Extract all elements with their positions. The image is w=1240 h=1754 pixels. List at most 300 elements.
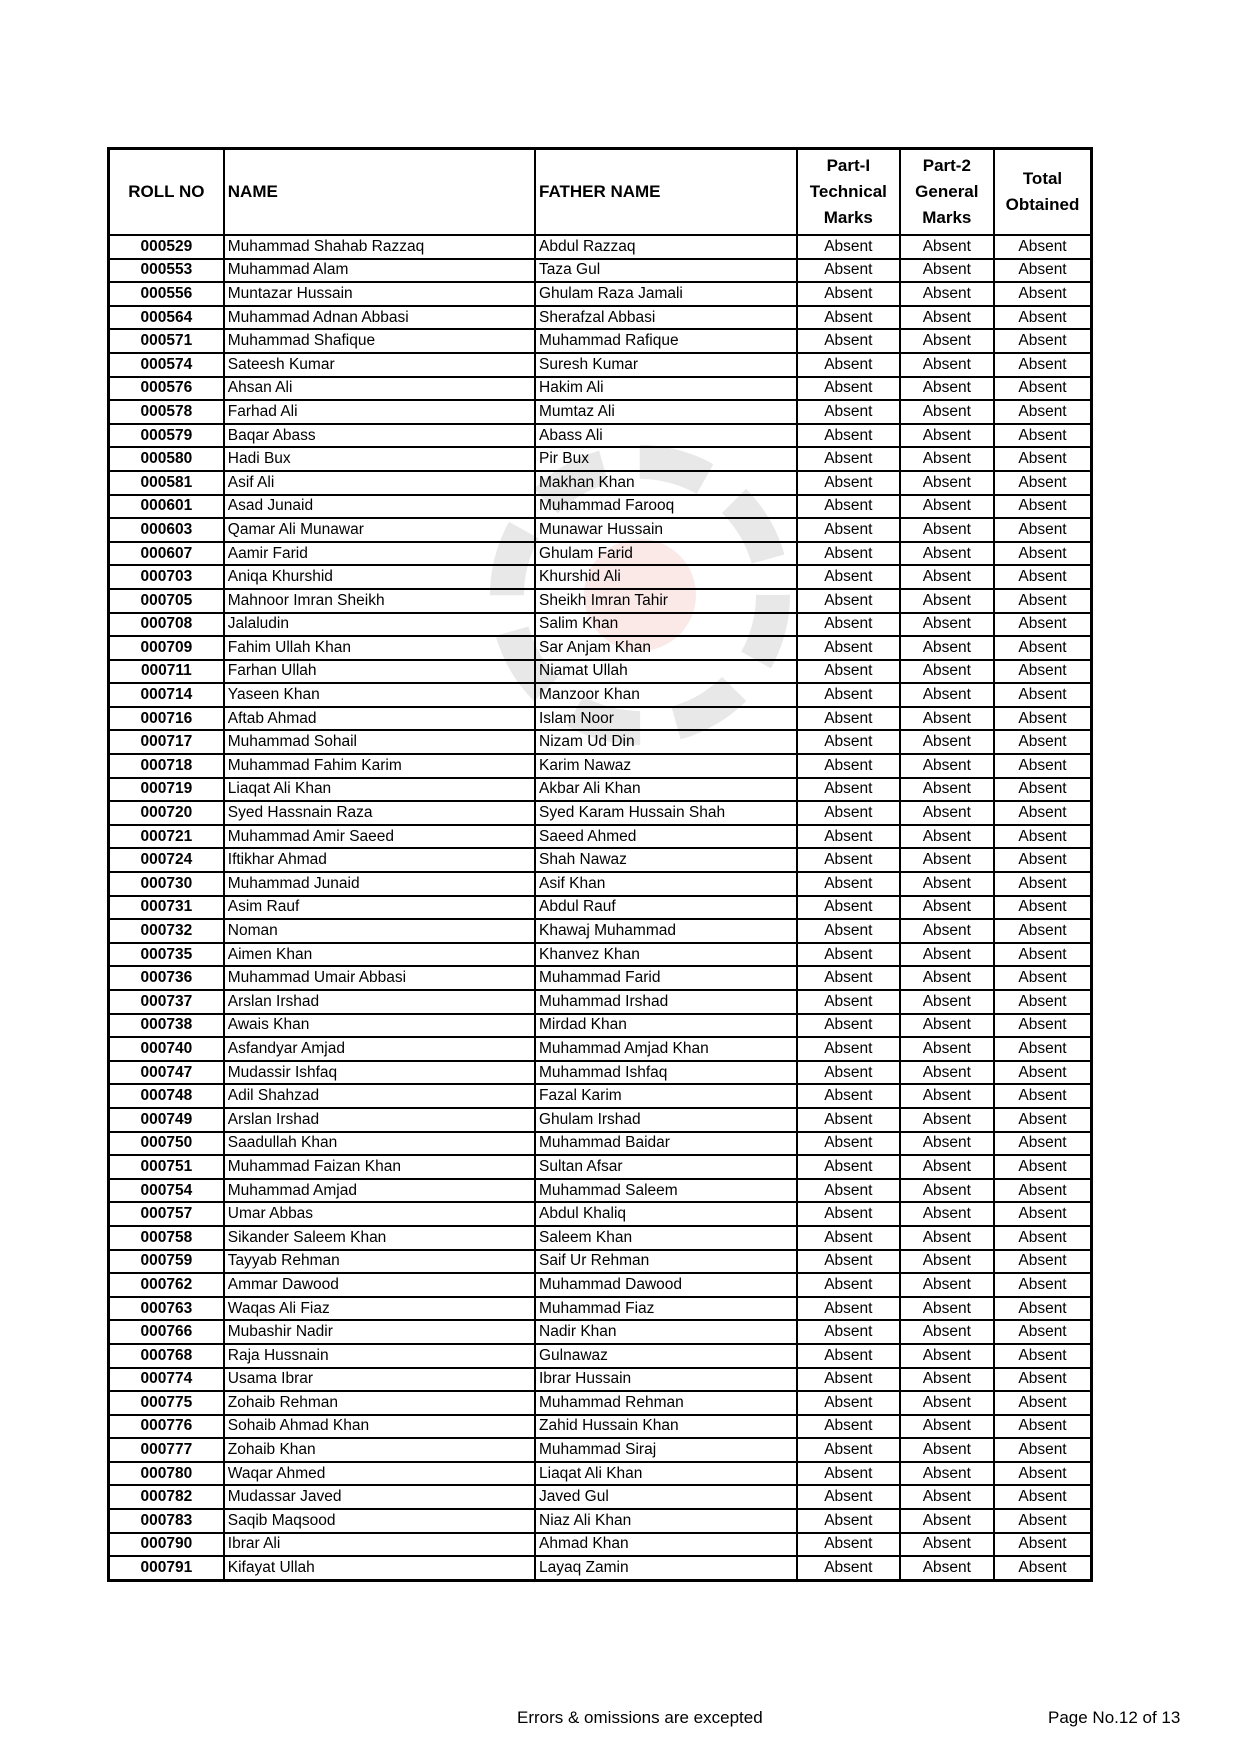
cell-father-name: Niamat Ullah (535, 660, 797, 684)
cell-roll-no: 000718 (109, 754, 224, 778)
cell-total-obtained: Absent (994, 1320, 1092, 1344)
cell-part1-marks: Absent (797, 778, 900, 802)
cell-roll-no: 000783 (109, 1509, 224, 1533)
cell-part2-marks: Absent (900, 848, 994, 872)
cell-part1-marks: Absent (797, 754, 900, 778)
cell-part2-marks: Absent (900, 801, 994, 825)
cell-part2-marks: Absent (900, 730, 994, 754)
cell-name: Noman (224, 919, 535, 943)
cell-name: Sohaib Ahmad Khan (224, 1415, 535, 1439)
cell-part2-marks: Absent (900, 919, 994, 943)
cell-name: Zohaib Rehman (224, 1391, 535, 1415)
cell-roll-no: 000775 (109, 1391, 224, 1415)
table-header-row (109, 149, 1092, 236)
cell-part1-marks: Absent (797, 1462, 900, 1486)
cell-part2-marks: Absent (900, 1320, 994, 1344)
table-row (109, 1344, 1092, 1368)
table-row (109, 1155, 1092, 1179)
cell-part1-marks: Absent (797, 377, 900, 401)
table-row (109, 1462, 1092, 1486)
table-row (109, 1132, 1092, 1156)
table-row (109, 730, 1092, 754)
cell-name: Iftikhar Ahmad (224, 848, 535, 872)
cell-father-name: Khurshid Ali (535, 565, 797, 589)
table-row (109, 1250, 1092, 1274)
cell-part2-marks: Absent (900, 329, 994, 353)
cell-name: Tayyab Rehman (224, 1250, 535, 1274)
cell-total-obtained: Absent (994, 1344, 1092, 1368)
cell-part1-marks: Absent (797, 1509, 900, 1533)
cell-roll-no: 000762 (109, 1273, 224, 1297)
header-total-obtained (994, 149, 1092, 236)
cell-father-name: Sheikh Imran Tahir (535, 589, 797, 613)
cell-roll-no: 000576 (109, 377, 224, 401)
table-row (109, 235, 1092, 259)
table-row (109, 282, 1092, 306)
header-line: Marks (922, 208, 972, 227)
cell-father-name: Ghulam Irshad (535, 1108, 797, 1132)
cell-father-name: Salim Khan (535, 613, 797, 637)
cell-roll-no: 000776 (109, 1415, 224, 1439)
cell-name: Qamar Ali Munawar (224, 518, 535, 542)
table-row (109, 1368, 1092, 1392)
cell-name: Mahnoor Imran Sheikh (224, 589, 535, 613)
cell-part1-marks: Absent (797, 447, 900, 471)
cell-name: Asad Junaid (224, 495, 535, 519)
cell-roll-no: 000763 (109, 1297, 224, 1321)
cell-part2-marks: Absent (900, 542, 994, 566)
cell-part1-marks: Absent (797, 636, 900, 660)
cell-father-name: Akbar Ali Khan (535, 778, 797, 802)
cell-father-name: Khanvez Khan (535, 943, 797, 967)
cell-roll-no: 000731 (109, 896, 224, 920)
results-table (107, 147, 1093, 1582)
cell-part2-marks: Absent (900, 565, 994, 589)
cell-part2-marks: Absent (900, 259, 994, 283)
cell-part1-marks: Absent (797, 1037, 900, 1061)
cell-total-obtained: Absent (994, 377, 1092, 401)
cell-part2-marks: Absent (900, 1108, 994, 1132)
cell-name: Asfandyar Amjad (224, 1037, 535, 1061)
cell-father-name: Muhammad Rehman (535, 1391, 797, 1415)
cell-part2-marks: Absent (900, 424, 994, 448)
cell-part1-marks: Absent (797, 518, 900, 542)
cell-name: Muhammad Amir Saeed (224, 825, 535, 849)
cell-total-obtained: Absent (994, 943, 1092, 967)
cell-name: Aamir Farid (224, 542, 535, 566)
table-row (109, 565, 1092, 589)
cell-name: Muhammad Shahab Razzaq (224, 235, 535, 259)
page-number: Page No.12 of 13 (1048, 1708, 1181, 1727)
table-row (109, 1556, 1092, 1580)
cell-roll-no: 000757 (109, 1202, 224, 1226)
cell-part1-marks: Absent (797, 990, 900, 1014)
cell-part2-marks: Absent (900, 400, 994, 424)
cell-father-name: Sar Anjam Khan (535, 636, 797, 660)
cell-total-obtained: Absent (994, 565, 1092, 589)
cell-father-name: Saif Ur Rehman (535, 1250, 797, 1274)
cell-name: Umar Abbas (224, 1202, 535, 1226)
cell-total-obtained: Absent (994, 1485, 1092, 1509)
cell-part2-marks: Absent (900, 1462, 994, 1486)
cell-roll-no: 000703 (109, 565, 224, 589)
cell-total-obtained: Absent (994, 306, 1092, 330)
table-row (109, 424, 1092, 448)
cell-part2-marks: Absent (900, 1226, 994, 1250)
header-line: General (915, 182, 979, 201)
cell-roll-no: 000751 (109, 1155, 224, 1179)
cell-father-name: Syed Karam Hussain Shah (535, 801, 797, 825)
cell-part1-marks: Absent (797, 1415, 900, 1439)
table-row (109, 1509, 1092, 1533)
cell-part2-marks: Absent (900, 377, 994, 401)
cell-part2-marks: Absent (900, 1438, 994, 1462)
cell-part1-marks: Absent (797, 1202, 900, 1226)
cell-part2-marks: Absent (900, 1084, 994, 1108)
cell-total-obtained: Absent (994, 1179, 1092, 1203)
cell-father-name: Gulnawaz (535, 1344, 797, 1368)
cell-father-name: Abdul Razzaq (535, 235, 797, 259)
cell-part2-marks: Absent (900, 495, 994, 519)
header-line: Part-I (826, 156, 871, 175)
cell-part1-marks: Absent (797, 1438, 900, 1462)
cell-part1-marks: Absent (797, 801, 900, 825)
cell-total-obtained: Absent (994, 872, 1092, 896)
table-row (109, 966, 1092, 990)
cell-total-obtained: Absent (994, 1297, 1092, 1321)
cell-part1-marks: Absent (797, 565, 900, 589)
cell-roll-no: 000716 (109, 707, 224, 731)
cell-roll-no: 000759 (109, 1250, 224, 1274)
cell-father-name: Ghulam Raza Jamali (535, 282, 797, 306)
cell-total-obtained: Absent (994, 1533, 1092, 1557)
cell-name: Muhammad Amjad (224, 1179, 535, 1203)
table-row (109, 683, 1092, 707)
cell-roll-no: 000721 (109, 825, 224, 849)
table-row (109, 1037, 1092, 1061)
cell-name: Muntazar Hussain (224, 282, 535, 306)
header-line: Technical (809, 182, 887, 201)
cell-roll-no: 000719 (109, 778, 224, 802)
cell-father-name: Ibrar Hussain (535, 1368, 797, 1392)
cell-part2-marks: Absent (900, 1485, 994, 1509)
cell-roll-no: 000782 (109, 1485, 224, 1509)
cell-part1-marks: Absent (797, 495, 900, 519)
cell-part2-marks: Absent (900, 1250, 994, 1274)
cell-father-name: Saleem Khan (535, 1226, 797, 1250)
cell-name: Muhammad Junaid (224, 872, 535, 896)
cell-part2-marks: Absent (900, 990, 994, 1014)
cell-total-obtained: Absent (994, 329, 1092, 353)
cell-total-obtained: Absent (994, 1509, 1092, 1533)
cell-part1-marks: Absent (797, 707, 900, 731)
table-row (109, 1391, 1092, 1415)
cell-total-obtained: Absent (994, 1037, 1092, 1061)
table-row (109, 1485, 1092, 1509)
cell-part2-marks: Absent (900, 1415, 994, 1439)
cell-total-obtained: Absent (994, 353, 1092, 377)
table-row (109, 1533, 1092, 1557)
cell-roll-no: 000737 (109, 990, 224, 1014)
cell-part1-marks: Absent (797, 825, 900, 849)
cell-part1-marks: Absent (797, 235, 900, 259)
cell-name: Ammar Dawood (224, 1273, 535, 1297)
cell-father-name: Abdul Rauf (535, 896, 797, 920)
cell-part2-marks: Absent (900, 1273, 994, 1297)
cell-name: Arslan Irshad (224, 990, 535, 1014)
cell-total-obtained: Absent (994, 1462, 1092, 1486)
cell-roll-no: 000780 (109, 1462, 224, 1486)
cell-father-name: Muhammad Dawood (535, 1273, 797, 1297)
cell-name: Awais Khan (224, 1014, 535, 1038)
cell-father-name: Sherafzal Abbasi (535, 306, 797, 330)
cell-father-name: Niaz Ali Khan (535, 1509, 797, 1533)
table-row (109, 919, 1092, 943)
cell-roll-no: 000578 (109, 400, 224, 424)
cell-part2-marks: Absent (900, 872, 994, 896)
table-row (109, 707, 1092, 731)
cell-part2-marks: Absent (900, 1391, 994, 1415)
table-row (109, 1108, 1092, 1132)
cell-roll-no: 000758 (109, 1226, 224, 1250)
cell-part1-marks: Absent (797, 683, 900, 707)
table-row (109, 1014, 1092, 1038)
cell-father-name: Fazal Karim (535, 1084, 797, 1108)
header-roll-no: ROLL NO (109, 149, 224, 236)
cell-total-obtained: Absent (994, 1061, 1092, 1085)
cell-father-name: Pir Bux (535, 447, 797, 471)
table-row (109, 943, 1092, 967)
cell-name: Muhammad Alam (224, 259, 535, 283)
cell-name: Zohaib Khan (224, 1438, 535, 1462)
cell-father-name: Liaqat Ali Khan (535, 1462, 797, 1486)
cell-name: Waqas Ali Fiaz (224, 1297, 535, 1321)
footer-note: Errors & omissions are excepted (517, 1708, 763, 1727)
cell-total-obtained: Absent (994, 896, 1092, 920)
cell-part2-marks: Absent (900, 778, 994, 802)
cell-total-obtained: Absent (994, 990, 1092, 1014)
cell-part1-marks: Absent (797, 259, 900, 283)
cell-name: Raja Hussnain (224, 1344, 535, 1368)
cell-part2-marks: Absent (900, 613, 994, 637)
cell-part1-marks: Absent (797, 1273, 900, 1297)
cell-part2-marks: Absent (900, 1344, 994, 1368)
cell-part1-marks: Absent (797, 589, 900, 613)
cell-roll-no: 000740 (109, 1037, 224, 1061)
cell-roll-no: 000747 (109, 1061, 224, 1085)
table-row (109, 848, 1092, 872)
cell-father-name: Muhammad Ishfaq (535, 1061, 797, 1085)
cell-part1-marks: Absent (797, 424, 900, 448)
table-row (109, 825, 1092, 849)
cell-total-obtained: Absent (994, 1084, 1092, 1108)
cell-roll-no: 000736 (109, 966, 224, 990)
table-row (109, 377, 1092, 401)
cell-total-obtained: Absent (994, 447, 1092, 471)
table-row (109, 896, 1092, 920)
cell-total-obtained: Absent (994, 801, 1092, 825)
cell-roll-no: 000580 (109, 447, 224, 471)
table-row (109, 306, 1092, 330)
cell-name: Fahim Ullah Khan (224, 636, 535, 660)
cell-father-name: Karim Nawaz (535, 754, 797, 778)
table-row (109, 613, 1092, 637)
cell-part2-marks: Absent (900, 754, 994, 778)
cell-part1-marks: Absent (797, 1155, 900, 1179)
cell-part1-marks: Absent (797, 1014, 900, 1038)
cell-name: Usama Ibrar (224, 1368, 535, 1392)
cell-part2-marks: Absent (900, 1132, 994, 1156)
cell-total-obtained: Absent (994, 825, 1092, 849)
table-row (109, 1084, 1092, 1108)
header-part1-technical-marks (797, 149, 900, 236)
cell-father-name: Muhammad Amjad Khan (535, 1037, 797, 1061)
table-row (109, 353, 1092, 377)
cell-father-name: Taza Gul (535, 259, 797, 283)
cell-roll-no: 000556 (109, 282, 224, 306)
cell-part1-marks: Absent (797, 1226, 900, 1250)
cell-roll-no: 000717 (109, 730, 224, 754)
cell-roll-no: 000714 (109, 683, 224, 707)
table-row (109, 990, 1092, 1014)
cell-part2-marks: Absent (900, 518, 994, 542)
cell-part2-marks: Absent (900, 1014, 994, 1038)
cell-father-name: Nizam Ud Din (535, 730, 797, 754)
cell-part1-marks: Absent (797, 1391, 900, 1415)
cell-total-obtained: Absent (994, 660, 1092, 684)
cell-roll-no: 000529 (109, 235, 224, 259)
cell-name: Muhammad Shafique (224, 329, 535, 353)
cell-name: Waqar Ahmed (224, 1462, 535, 1486)
cell-total-obtained: Absent (994, 1273, 1092, 1297)
cell-total-obtained: Absent (994, 542, 1092, 566)
cell-part1-marks: Absent (797, 1485, 900, 1509)
cell-roll-no: 000581 (109, 471, 224, 495)
cell-father-name: Nadir Khan (535, 1320, 797, 1344)
cell-total-obtained: Absent (994, 613, 1092, 637)
cell-name: Yaseen Khan (224, 683, 535, 707)
cell-name: Arslan Irshad (224, 1108, 535, 1132)
table-row (109, 636, 1092, 660)
cell-name: Sikander Saleem Khan (224, 1226, 535, 1250)
cell-roll-no: 000711 (109, 660, 224, 684)
cell-name: Farhan Ullah (224, 660, 535, 684)
table-row (109, 471, 1092, 495)
cell-roll-no: 000790 (109, 1533, 224, 1557)
cell-part1-marks: Absent (797, 1132, 900, 1156)
cell-part2-marks: Absent (900, 943, 994, 967)
table-row (109, 542, 1092, 566)
table-row (109, 495, 1092, 519)
cell-total-obtained: Absent (994, 1108, 1092, 1132)
table-row (109, 660, 1092, 684)
cell-roll-no: 000564 (109, 306, 224, 330)
cell-father-name: Muhammad Siraj (535, 1438, 797, 1462)
cell-name: Mudassir Ishfaq (224, 1061, 535, 1085)
cell-total-obtained: Absent (994, 1014, 1092, 1038)
cell-total-obtained: Absent (994, 259, 1092, 283)
cell-father-name: Mumtaz Ali (535, 400, 797, 424)
cell-roll-no: 000720 (109, 801, 224, 825)
cell-part1-marks: Absent (797, 400, 900, 424)
cell-roll-no: 000724 (109, 848, 224, 872)
cell-name: Hadi Bux (224, 447, 535, 471)
table-row (109, 447, 1092, 471)
header-line: Obtained (1005, 195, 1080, 214)
cell-roll-no: 000553 (109, 259, 224, 283)
cell-name: Aftab Ahmad (224, 707, 535, 731)
cell-part2-marks: Absent (900, 1533, 994, 1557)
table-row (109, 1320, 1092, 1344)
cell-roll-no: 000754 (109, 1179, 224, 1203)
cell-father-name: Muhammad Saleem (535, 1179, 797, 1203)
cell-part1-marks: Absent (797, 1344, 900, 1368)
cell-name: Baqar Abass (224, 424, 535, 448)
cell-roll-no: 000601 (109, 495, 224, 519)
cell-name: Saadullah Khan (224, 1132, 535, 1156)
cell-total-obtained: Absent (994, 1202, 1092, 1226)
cell-name: Liaqat Ali Khan (224, 778, 535, 802)
table-row (109, 1202, 1092, 1226)
cell-father-name: Manzoor Khan (535, 683, 797, 707)
cell-part1-marks: Absent (797, 1556, 900, 1580)
cell-total-obtained: Absent (994, 1415, 1092, 1439)
cell-roll-no: 000774 (109, 1368, 224, 1392)
cell-father-name: Abass Ali (535, 424, 797, 448)
cell-name: Muhammad Adnan Abbasi (224, 306, 535, 330)
cell-name: Ibrar Ali (224, 1533, 535, 1557)
cell-father-name: Muhammad Baidar (535, 1132, 797, 1156)
cell-name: Muhammad Fahim Karim (224, 754, 535, 778)
header-part2-general-marks (900, 149, 994, 236)
cell-part1-marks: Absent (797, 1533, 900, 1557)
cell-part2-marks: Absent (900, 1155, 994, 1179)
cell-roll-no: 000777 (109, 1438, 224, 1462)
cell-name: Farhad Ali (224, 400, 535, 424)
cell-part2-marks: Absent (900, 1061, 994, 1085)
table-row (109, 400, 1092, 424)
cell-part1-marks: Absent (797, 872, 900, 896)
cell-part1-marks: Absent (797, 471, 900, 495)
cell-part1-marks: Absent (797, 282, 900, 306)
table-row (109, 329, 1092, 353)
cell-name: Muhammad Faizan Khan (224, 1155, 535, 1179)
cell-part1-marks: Absent (797, 329, 900, 353)
cell-father-name: Asif Khan (535, 872, 797, 896)
cell-part1-marks: Absent (797, 1108, 900, 1132)
cell-total-obtained: Absent (994, 1226, 1092, 1250)
cell-name: Syed Hassnain Raza (224, 801, 535, 825)
header-line: Total (1022, 169, 1063, 188)
cell-roll-no: 000571 (109, 329, 224, 353)
cell-roll-no: 000732 (109, 919, 224, 943)
cell-total-obtained: Absent (994, 1556, 1092, 1580)
cell-total-obtained: Absent (994, 495, 1092, 519)
cell-part2-marks: Absent (900, 966, 994, 990)
cell-name: Aimen Khan (224, 943, 535, 967)
cell-part1-marks: Absent (797, 1250, 900, 1274)
cell-part2-marks: Absent (900, 1179, 994, 1203)
cell-roll-no: 000709 (109, 636, 224, 660)
table-row (109, 259, 1092, 283)
cell-total-obtained: Absent (994, 1391, 1092, 1415)
cell-part1-marks: Absent (797, 306, 900, 330)
cell-father-name: Javed Gul (535, 1485, 797, 1509)
cell-name: Asim Rauf (224, 896, 535, 920)
cell-roll-no: 000579 (109, 424, 224, 448)
cell-total-obtained: Absent (994, 919, 1092, 943)
cell-total-obtained: Absent (994, 1368, 1092, 1392)
